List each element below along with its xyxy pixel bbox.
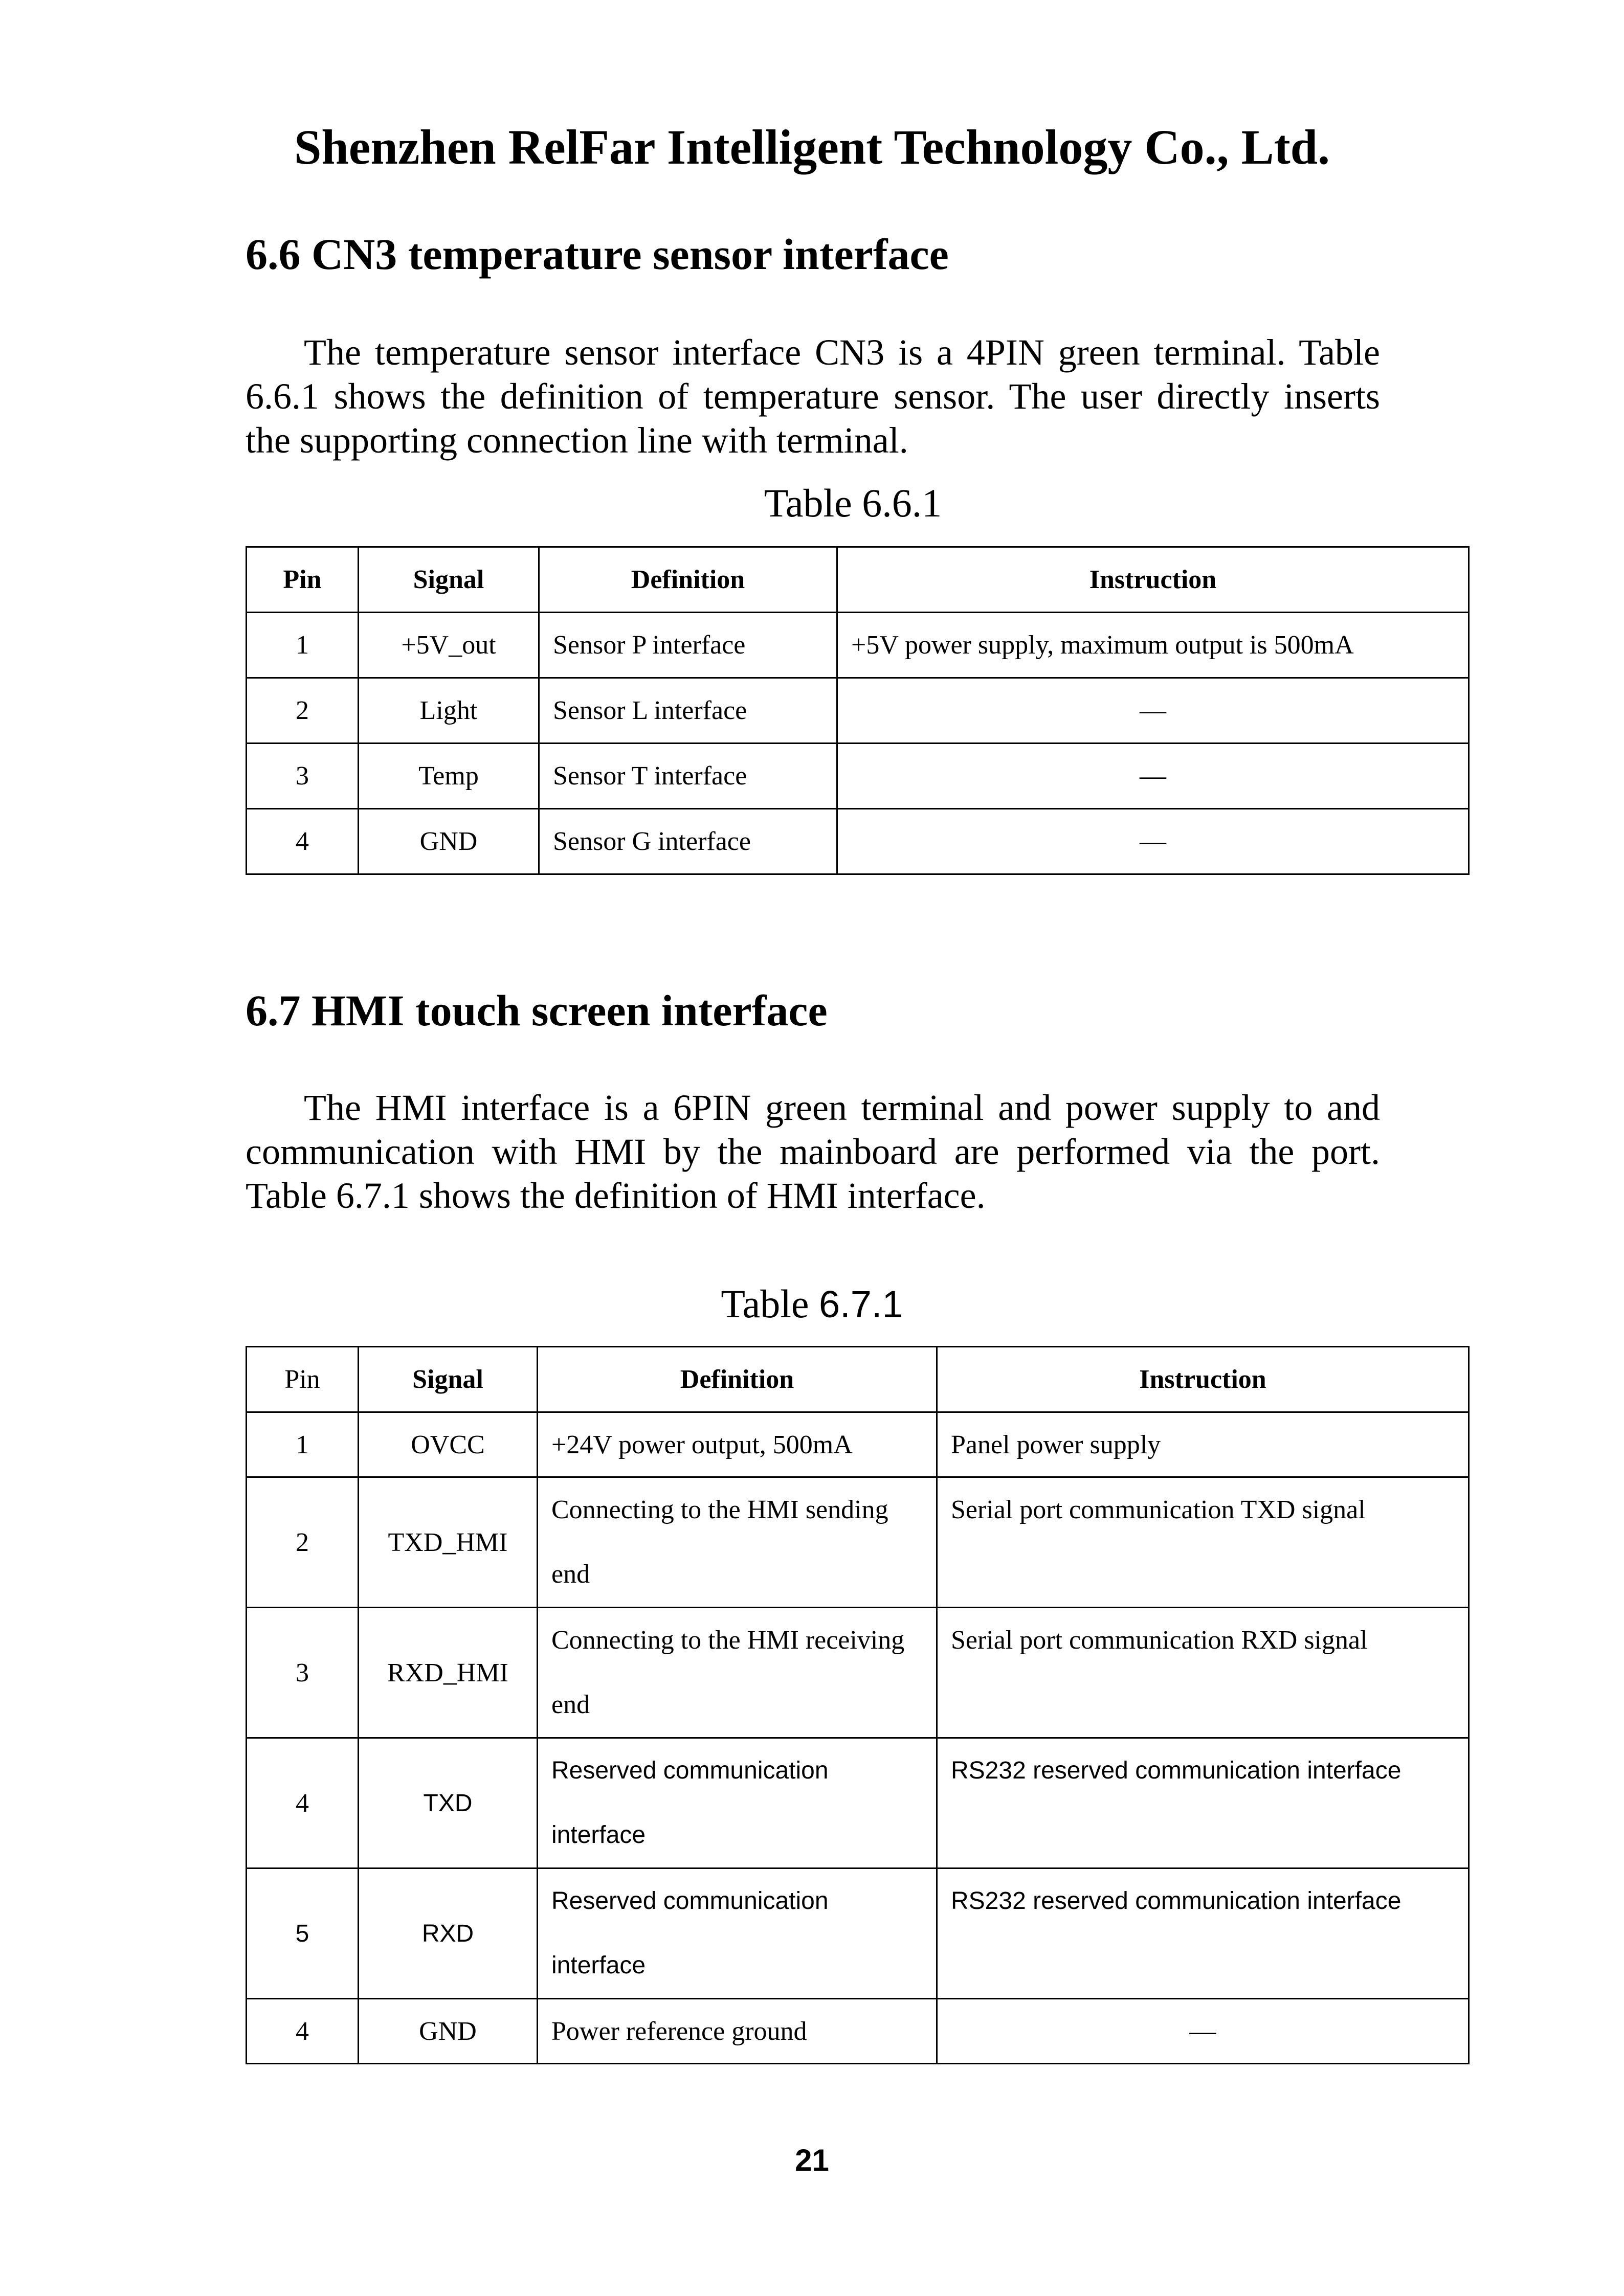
signal-cell: +5V_out — [359, 613, 539, 678]
table-row — [247, 1412, 1469, 1477]
company-header: Shenzhen RelFar Intelligent Technology Co., Ltd. — [294, 120, 1330, 174]
pin-cell: 4 — [247, 809, 359, 874]
definition-cell: Sensor L interface — [539, 678, 837, 744]
signal-cell: Temp — [359, 744, 539, 809]
signal-cell: GND — [359, 809, 539, 874]
table-row — [247, 744, 1469, 809]
instruction-cell: — — [837, 678, 1469, 744]
pin-cell: 2 — [247, 678, 359, 744]
pin-cell: 1 — [247, 613, 359, 678]
instruction-cell: — — [837, 744, 1469, 809]
pin-cell: 2 — [247, 1477, 359, 1608]
signal-cell: TXD_HMI — [359, 1477, 538, 1608]
definition-cell: Reserved communication interface — [538, 1738, 937, 1869]
table-row — [247, 1477, 1469, 1608]
column-header-instruction: Instruction — [937, 1347, 1469, 1412]
column-header-definition: Definition — [539, 547, 837, 613]
column-header-pin: Pin — [247, 1347, 359, 1412]
section-heading-6-7: 6.7 HMI touch screen interface — [246, 986, 828, 1035]
instruction-cell: +5V power supply, maximum output is 500mA — [837, 613, 1469, 678]
pin-cell: 3 — [247, 1608, 359, 1738]
page-number: 21 — [795, 2143, 829, 2177]
signal-cell: GND — [359, 1999, 538, 2064]
column-header-signal: Signal — [359, 1347, 538, 1412]
column-header-definition: Definition — [538, 1347, 937, 1412]
instruction-cell: — — [937, 1999, 1469, 2064]
table-header-row — [247, 1347, 1469, 1412]
definition-cell — [538, 1608, 937, 1738]
definition-cell: +24V power output, 500mA — [538, 1412, 937, 1477]
column-header-instruction: Instruction — [837, 547, 1469, 613]
definition-cell: Connecting to the HMI sending end — [538, 1477, 937, 1608]
instruction-cell: RS232 reserved communication interface — [937, 1738, 1469, 1869]
instruction-cell: Serial port communication TXD signal — [937, 1477, 1469, 1608]
definition-cell: Sensor G interface — [539, 809, 837, 874]
instruction-cell: Serial port communication RXD signal — [937, 1608, 1469, 1738]
table-row — [247, 678, 1469, 744]
column-header-pin: Pin — [247, 547, 359, 613]
signal-cell: RXD_HMI — [359, 1608, 538, 1738]
table-caption-6-7-1 — [0, 1278, 1624, 1330]
pin-cell: 1 — [247, 1412, 359, 1477]
pin-cell: 4 — [247, 1999, 359, 2064]
section-heading-6-6: 6.6 CN3 temperature sensor interface — [246, 230, 949, 279]
table-caption-prefix: Table — [721, 1281, 819, 1326]
table-caption-6-6-1: Table 6.6.1 — [764, 481, 942, 525]
instruction-cell: — — [837, 809, 1469, 874]
pin-cell: 5 — [247, 1869, 359, 1999]
table-caption-number: 6.7.1 — [819, 1283, 903, 1325]
instruction-cell: RS232 reserved communication interface — [937, 1869, 1469, 1999]
pin-cell: 4 — [247, 1738, 359, 1869]
definition-cell: Power reference ground — [538, 1999, 937, 2064]
signal-cell: TXD — [359, 1738, 538, 1869]
table-row — [247, 1869, 1469, 1999]
definition-text: Connecting to the HMI receiving end — [551, 1626, 905, 1719]
table-row — [247, 809, 1469, 874]
column-header-signal: Signal — [359, 547, 539, 613]
table-row — [247, 1999, 1469, 2064]
definition-cell: Reserved communication interface — [538, 1869, 937, 1999]
table-row — [247, 1608, 1469, 1738]
definition-cell: Sensor T interface — [539, 744, 837, 809]
section-6-7-paragraph: The HMI interface is a 6PIN green terminal and power supply to and communication with HMI by the mainboard are performed via the port. Table 6.7.1 shows the definition of HMI interface. — [246, 1087, 1380, 1216]
table-6-6-1 — [246, 546, 1470, 875]
table-row — [247, 1738, 1469, 1869]
instruction-cell: Panel power supply — [937, 1412, 1469, 1477]
signal-cell: OVCC — [359, 1412, 538, 1477]
signal-cell: RXD — [359, 1869, 538, 1999]
pin-cell: 3 — [247, 744, 359, 809]
table-row — [247, 613, 1469, 678]
signal-cell: Light — [359, 678, 539, 744]
definition-cell: Sensor P interface — [539, 613, 837, 678]
table-6-7-1 — [246, 1346, 1470, 2064]
table-header-row — [247, 547, 1469, 613]
section-6-6-paragraph: The temperature sensor interface CN3 is a 4PIN green terminal. Table 6.6.1 shows the definition of temperature sensor. The user directly inserts the supporting connection line with terminal. — [246, 332, 1380, 461]
